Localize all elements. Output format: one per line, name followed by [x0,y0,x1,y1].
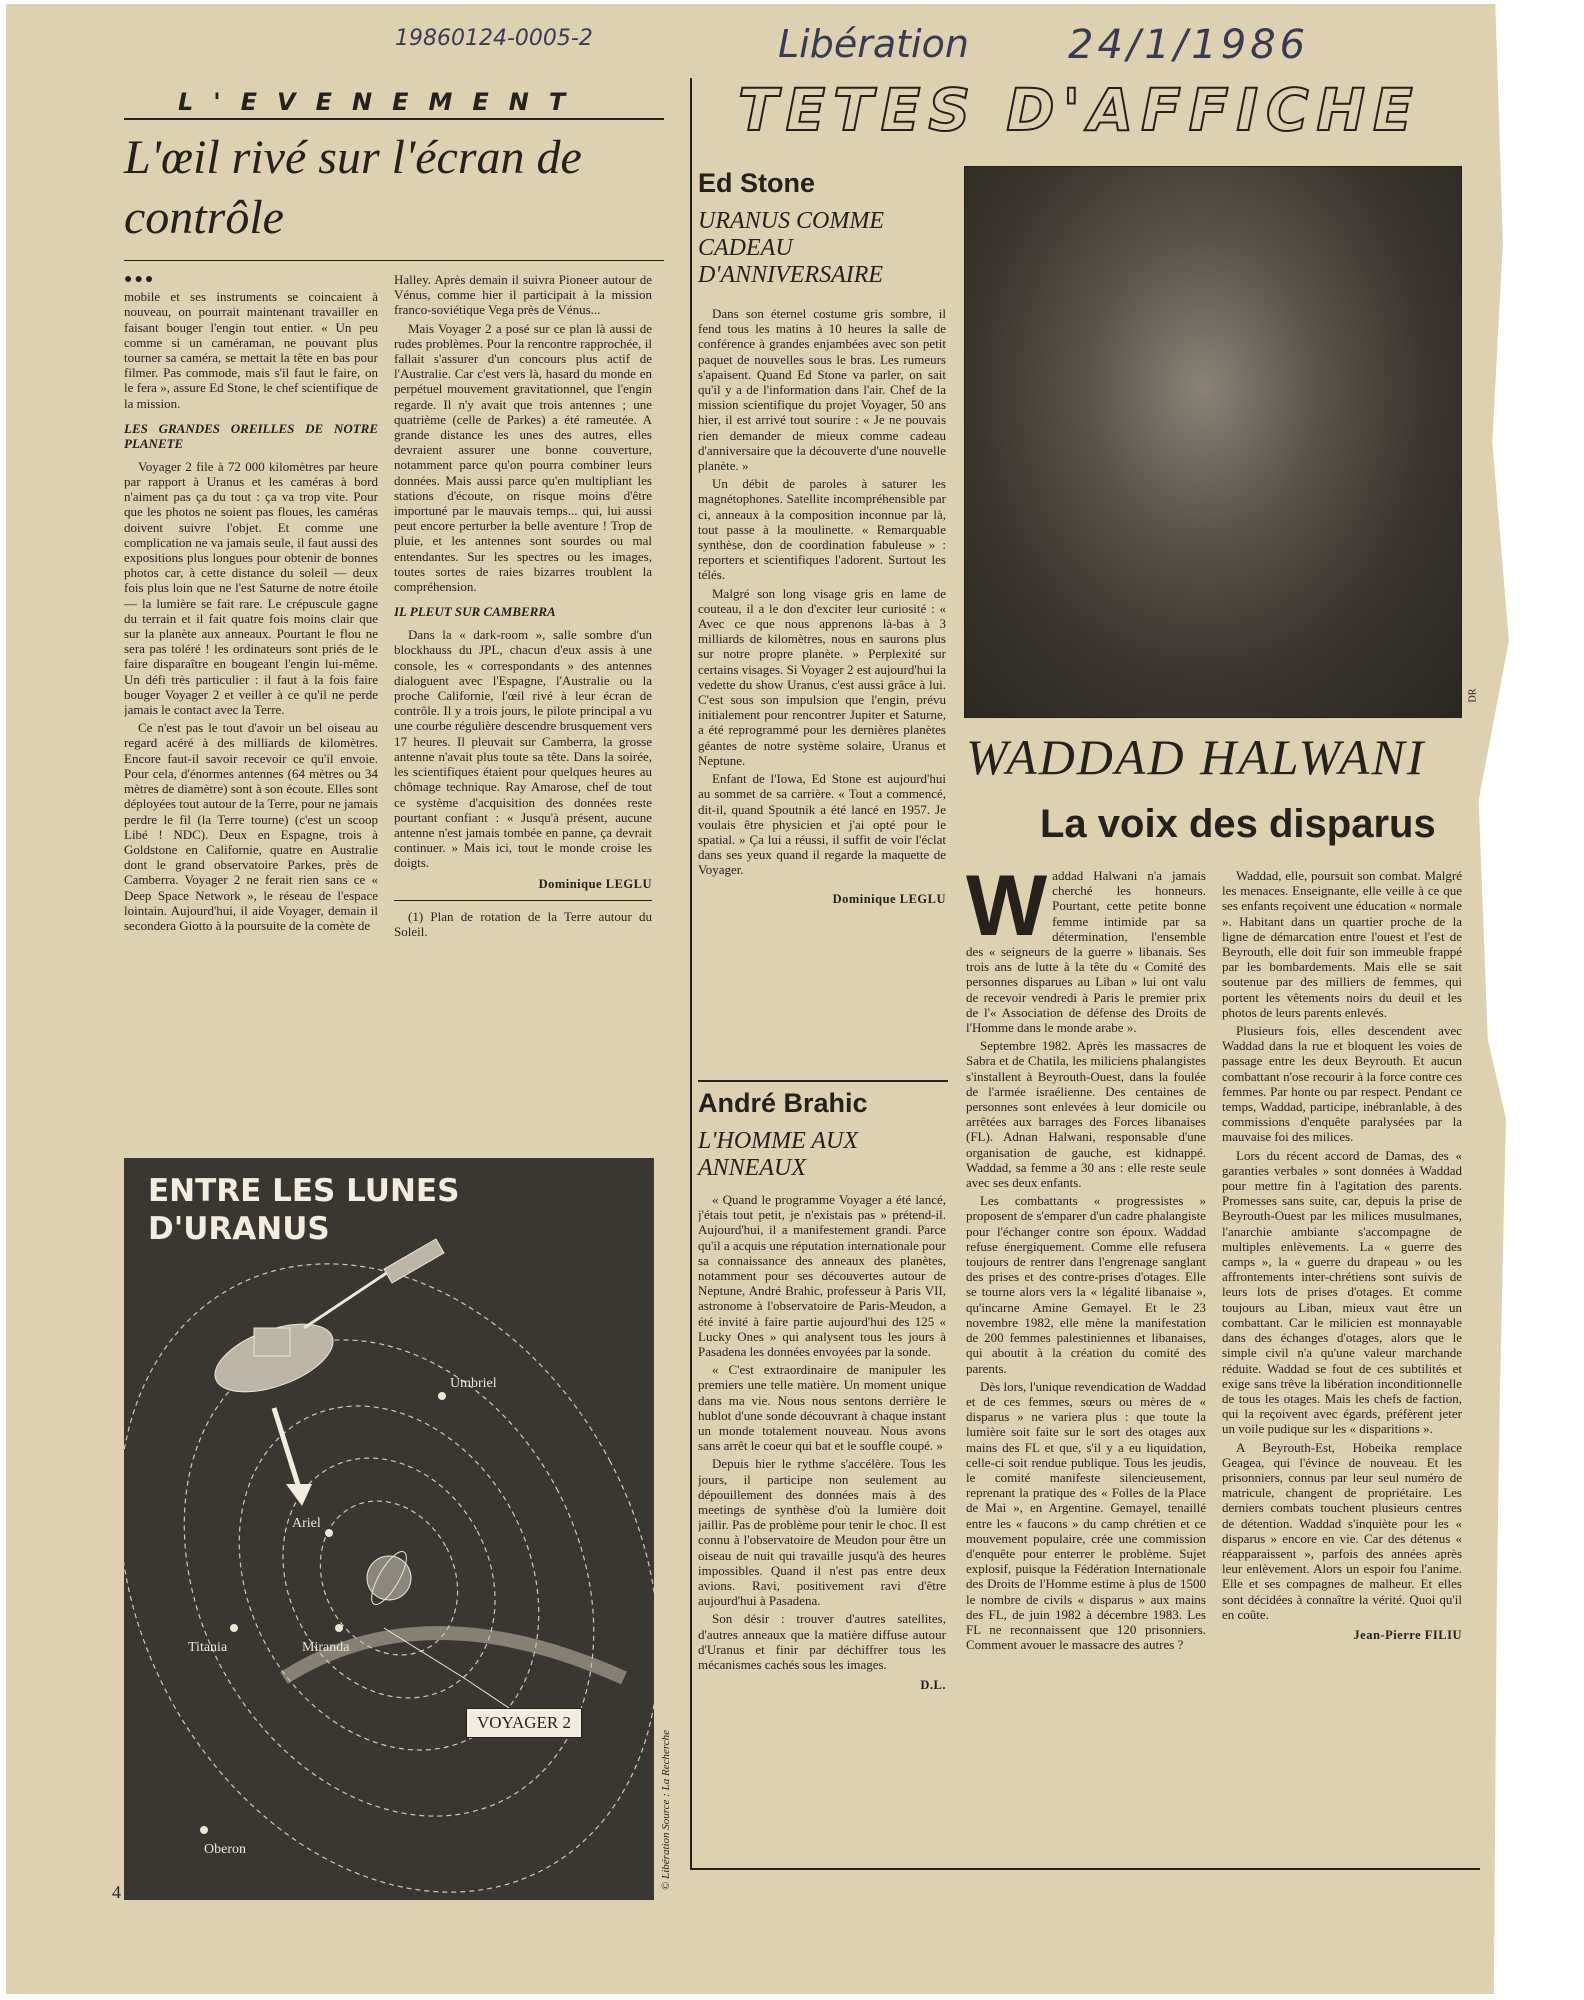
paragraph: Les combattants « progressistes » proposent de s'emparer d'un cadre phalangiste pour l'échanger contre son époux. Waddad refuse énergiquement. Comme elle refusera toujours de rentrer dans l'engrenage sanglant des prises et des contre-prises d'otages. Elle se tourne alors vers la « légalité libanaise », qu'incarne Amine Gemayel. Et le 23 novembre 1982, elle mène la manifestation de 200 femmes palestiniennes et libanaises, qui aboutit à la création du comité des parents. [966,1193,1206,1376]
kicker-stone: URANUS COMME CADEAU D'ANNIVERSAIRE [698,208,884,288]
paragraph: addad Halwani n'a jamais cherché les honneurs. Pourtant, cette petite bonne femme intimide par sa détermination, l'ensemble des « seigneurs de la guerre » libanais. Ses trois ans de lutte à la tête du « Comité des personnes disparues au Liban » lui ont valu de recevoir vendredi à Paris le premier prix de l'« Association de défense des Droits de l'Homme dans le monde arabe ». [966,868,1206,1036]
byline-stone: Dominique LEGLU [832,891,946,906]
section-label-evenement: L'EVENEMENT [178,88,586,116]
moon-ariel [325,1529,333,1537]
brahic-column [698,1192,946,1862]
paragraph: Ce n'est pas le tout d'avoir un bel oiseau au regard acéré à des milliards de kilomètres. Encore faut-il savoir recevoir ce qu'il envoie. Pour cela, d'énormes antennes (64 mètres ou 34 mètres de diamètre) sont à son écoute. Elles sont déployées tout autour de la Terre, pour ne jamais perdre le fil (la Terre tourne) (c'est un scoop Libé ! NDC). Deux en Espagne, trois à Goldstone en Californie, quatre en Australie dont le grand observatoire Parkes, près de Camberra. Voyager 2 ne ferait rien sans ce « Deep Space Network », le réseau de l'espace lointain. Aujourd'hui, il aide Voyager, demain il secondera Giotto à la poursuite de la comète de [124,720,378,933]
paragraph: A Beyrouth-Est, Hobeika remplace Geagea, qui l'évince de nouveau. Et les prisonniers, connus par leur seul numéro de matricule, changent de propriétaire. Les derniers combats touchent plusieurs centres de détention. Waddad s'inquiète pour les « disparus » encore en vie. Car des détenus « réapparaissent », parfois des années après leur enlèvement. Alors un espoir fou l'anime. Elle et ses compagnes de malheur. Et elles sont décidées à connaître la vérité. Quoi qu'il en coûte. [1222,1439,1462,1622]
paragraph: Halley. Après demain il suivra Pioneer autour de Vénus, comme hier il participait à la mission franco-soviétique Vega près de Vénus... [394,272,652,318]
subheading-oreilles: LES GRANDES OREILLES DE NOTRE PLANETE [124,420,378,451]
paragraph: Depuis hier le rythme s'accélère. Tous les jours, il participe non seulement au dépouillement des données mais à des meetings de synthèse d'où la lumière doit jaillir. Pas de problème pour tenir le choc. Il est connu à l'observatoire de Meudon pour être un oiseau de nuit qui travaille jusqu'à des heures impossibles. Quand il n'est pas entre deux avions. Ravi, positivement ravi d'être aujourd'hui à Pasadena. [698,1456,946,1609]
byline-brahic: D.L. [920,1678,946,1693]
label-titania: Titania [188,1640,228,1655]
footnote: (1) Plan de rotation de la Terre autour du Soleil. [394,908,652,939]
name-waddad-halwani: WADDAD HALWANI [966,729,1426,785]
paragraph: Mais Voyager 2 a posé sur ce plan là aussi de rudes problèmes. Pour la rencontre rapprochée, il fallait s'assurer d'un concours plus actif de l'Australie. Car c'est vers là, hasard du monde en perpétuel mouvement gravitationnel, que l'engin regarde. Il n'y avait que trois antennes ; une quatrième (celle de Parkes) a été rameutée. A grande distance les unes des autres, elles devraient assurer une bonne couverture, notamment parce qu'on pourra combiner leurs données. Mais aussi parce qu'en multipliant les stations d'écoute, on risque moins d'être importuné par le mauvais temps... qui, lui aussi peut encore perturber la belle aventure ! Trop de pluie, et les antennes sont sourdes ou mal entendantes. Sur les spectres ou les images, toutes sortes de raies bizarres troublent la compréhension. [394,320,652,595]
paragraph: Malgré son long visage gris en lame de couteau, il a le don d'exciter leur curiosité : « Avec ce que nous apprenons là-bas à 3 milliards de kilomètres, nous en saurons plus sur notre propre planète. » Perplexité sur certains visages. Si Voyager 2 est aujourd'hui la vedette du show Uranus, c'est aussi grâce à lui. C'est sous son impulsion que l'engin, prévu initialement pour rencontrer Jupiter et Saturne, a été reprogrammé pour les dernières planètes géantes de notre système solaire, Uranus et Neptune. [698,585,946,768]
stone-brahic-rule [698,1080,948,1082]
paragraph: Waddad, elle, poursuit son combat. Malgré les menaces. Enseignante, elle veille à ce que ses enfants reçoivent une éducation « normale ». Habitant dans un quartier proche de la ligne de démarcation entre l'ouest et l'est de Beyrouth, elle doit fuir son immeuble frappé par les bombardements. Mais elle se sait soutenue par des milliers de femmes, qui portent les vêtements noirs du deuil et les photos de leurs parents enlevés. [1222,868,1462,1020]
paragraph: Dans son éternel costume gris sombre, il fend tous les matins à 10 heures la salle de conférence à grandes enjambées avec son petit paquet de nouvelles sous le bras. Les rumeurs s'apaisent. Quand Ed Stone va parler, on sait qu'il y a de l'information dans l'air. Chef de la mission scientifique du projet Voyager, 50 ans hier, il est arrivé tout sourire : « Je ne pouvais rien demander de mieux comme cadeau d'anniversaire que la découverte d'une nouvelle planète. » [698,306,946,474]
label-oberon: Oberon [204,1842,246,1857]
date-handwritten: 24/1/1986 [1068,22,1310,68]
moon-titania [230,1624,238,1632]
paragraph: « C'est extraordinaire de manipuler les premiers une telle matière. Un moment unique dans ma vie. Nous nous sentons derrière le hublot d'une sonde découvrant à chaque instant un monde totalement nouveau. Nous avons sans arrêt le coeur qui bat et le souffle coupé. » [698,1362,946,1454]
paragraph: Plusieurs fois, elles descendent avec Waddad dans la rue et bloquent les voies de passage entre les deux Beyrouth. Et aucun combattant n'ose recourir à la force contre ces femmes. Par honte ou par respect. Pendant ce temps, Waddad, participe, inébranlable, à des commissions d'enquête paralysées par la mauvaise foi des milices. [1222,1023,1462,1145]
source-handwritten: Libération [778,22,969,66]
moon-umbriel [438,1392,446,1400]
photo-credit: DR [1467,688,1479,703]
bullets: ●●● [124,272,156,287]
section-rule [124,118,664,120]
portrait-photo-halwani [964,166,1462,718]
footnote-rule [394,900,652,901]
label-umbriel: Umbriel [450,1376,497,1391]
label-ariel: Ariel [292,1516,321,1531]
paragraph: Voyager 2 file à 72 000 kilomètres par heure par rapport à Uranus et les caméras à bord n'aiment pas ça du tout : ça va trop vite. Pour que les photos ne soient pas floues, les caméras doivent suivre l'objet. Et comme une complication ne va jamais seule, il faut aussi des expositions plus longues pour obtenir de bonnes photos car, à cette distance du soleil — deux fois plus loin que ne l'est Saturne de notre étoile — la lumière se fait rare. Le crépuscule gagne du terrain et il fait quatre fois moins clair que sur la planète aux anneaux. Pourtant le flou ne sera pas toléré ! les ordinateurs sont priés de le faire disparaître en bougeant l'engin lui-même. Un défi très particulier : il faut à la fois faire bouger Voyager 2 et veiller à ce qu'il ne perde jamais le contact avec la Terre. [124,458,378,718]
dropcap: W [966,868,1048,954]
section-label-tetes: TETES D'AFFICHE [738,76,1421,144]
name-ed-stone: Ed Stone [698,168,816,198]
paragraph: Lors du récent accord de Damas, des « garanties verbales » sont données à Waddad pour mettre fin à l'agitation des parents. Promesses sans suite, car, depuis la prise de Beyrouth-Ouest par les milices musulmanes, l'anarchie ambiante s'accompagne de multiples enlèvements. La « guerre des camps », la « guerre du drapeau » ou les affrontements inter-chrétiens sont suivis de leurs lots de prises d'otages. Et comme toujours au Liban, mieux vaut être un combattant. Car le milicien est monnayable dans des échanges d'otages, alors que le simple civil n'a qu'une valeur marchande réduite. Waddad se fout de ces subtilités et exige sans trêve la libération inconditionnelle de tous les otages. Mais les chefs de faction, qui la reçoivent avec égards, préfèrent jeter un voile pudique sur les « disparitions ». [1222,1147,1462,1437]
uranus-planet [367,1556,411,1600]
paragraph: Enfant de l'Iowa, Ed Stone est aujourd'hui au sommet de sa carrière. « Tout a commencé, dit-il, quand Spoutnik a été lancé en 1957. Je voulais être physicien et j'ai opté pour le spatial. » Ça lui a réussi, il suffit de voir l'éclat dans ses yeux quand il regarde la maquette de Voyager. [698,771,946,878]
probe-trajectory-arrow [274,1408,299,1488]
headline-halwani: La voix des disparus [1040,802,1436,846]
orbits-drawing [124,1158,654,1900]
page-number: 4 [112,1882,121,1902]
paragraph: Son désir : trouver d'autres satellites, d'autres anneaux que la matière diffuse autour d'Uranus et finir par déchiffrer tous les mécanismes cachés sous les images. [698,1611,946,1673]
label-miranda: Miranda [302,1640,350,1655]
diagram-title-line1: ENTRE LES LUNES [148,1173,460,1209]
halwani-column-1 [966,868,1206,1866]
label-voyager2: VOYAGER 2 [466,1708,582,1738]
paragraph: mobile et ses instruments se coincaient à nouveau, on pourrait maintenant travailler en faisant bouger l'engin tout entier. « Un peu comme si un caméraman, ne pouvant plus tourner sa caméra, se mettait la tête en bas pour filmer. Pas commode, mais s'il faut le faire, on le fera », assure Ed Stone, le chef scientifique de la mission. [124,289,378,411]
paragraph: Dès lors, l'unique revendication de Waddad et de ces femmes, sœurs ou mères de « disparus » ne variera plus : que toute la lumière soit faite sur le sort des otages aux mains des FL et que, s'il y a eu liquidation, celle-ci soit rendue publique. Tous les jeudis, le comité manifeste silencieusement, reprenant la pratique des « Folles de la Place de Mai », en Argentine. Gemayel, tenaillé entre les « faucons » du camp chrétien et ce mouvement populaire, crée une commission d'enquête pour enterrer le problème. Sujet explosif, puisque la Fédération Internationale des Droits de l'Homme estime à plus de 1500 le nombre de civils « disparus » aux mains des FL, de juin 1982 à décembre 1983. Les FL ne reconnaissent que 120 prisonniers. Comment avouer le massacre des autres ? [966,1378,1206,1653]
diagram-title-line2: D'URANUS [148,1211,330,1247]
evenement-column-1 [124,272,378,1112]
name-andre-brahic: André Brahic [698,1088,868,1118]
tetes-frame-bottom [690,1868,1480,1870]
diagram-credit: © Libération Source : La Recherche [660,1730,672,1890]
halwani-column-2 [1222,868,1462,1866]
byline-leglu: Dominique LEGLU [538,876,652,891]
kicker-brahic: L'HOMME AUX ANNEAUX [698,1128,859,1181]
headline-rule [124,260,664,261]
uranus-moons-diagram [124,1158,654,1900]
stone-column [698,306,946,1066]
paragraph: Septembre 1982. Après les massacres de Sabra et de Chatila, les miliciens phalangistes s'installent à Beyrouth-Ouest, dans la foulée de l'armée israélienne. Des centaines de personnes sont enlevées à leur domicile ou arrêtées aux barrages des Forces libanaises (FL). Adnan Halwani, responsable d'une organisation de gauche, est kidnappé. Waddad, sa femme a 30 ans : elle reste seule avec ses deux enfants. [966,1038,1206,1191]
archive-reference: 19860124-0005-2 [395,26,593,51]
tetes-frame-left [690,78,692,1868]
paragraph: « Quand le programme Voyager a été lancé, j'étais tout petit, je n'existais pas » prétend-il. Aujourd'hui, il a manifestement grandi. Parce qu'il a acquis une réputation internationale pour sa connaissance des anneaux des planètes, notamment pour ses découvertes autour de Neptune, André Brahic, professeur à Paris VII, astronome à l'observatoire de Paris-Meudon, a été invité à faire partie aujourd'hui des 125 « Lucky Ones » qui analysent tous les jours à Pasadena les données envoyées par la sonde. [698,1192,946,1360]
evenement-column-2 [394,272,652,1172]
byline-filiu: Jean-Pierre FILIU [1353,1627,1462,1642]
subheading-camberra: IL PLEUT SUR CAMBERRA [394,604,556,620]
headline-evenement: L'œil rivé sur l'écran de contrôle [124,131,582,244]
orbit-oberon [124,1169,654,1900]
moon-miranda [335,1624,343,1632]
moon-oberon [200,1826,208,1834]
paragraph: Dans la « dark-room », salle sombre d'un blockhauss du JPL, chacun d'eux assis à une console, les « correspondants » des antennes dialoguent avec l'Espagne, l'Australie ou la proche Californie, l'œil rivé à leur écran de contrôle. Il y a trois jours, le pilote principal a vu une courbe régulière descendre brusquement vers 17 heures. Il pleuvait sur Camberra, la grosse antenne n'avait plus toute sa tête. Dans la soirée, les scientifiques étaient pour quelques heures au chômage technique. Ray Amarose, chef de tout ce système d'acquisition des données reste pourtant confiant : « Jusqu'à présent, aucune antenne n'est jamais tombée en panne, ça devrait continuer. » Mais ici, tout le monde croise les doigts. [394,627,652,871]
paragraph: Un débit de paroles à saturer les magnétophones. Satellite incompréhensible par ci, anneaux à la composition inconnue par là, tout passe à la moulinette. « Remarquable synthèse, don de coordination fabuleuse » : reporters et scientifiques l'adorent. Surtout les télés. [698,476,946,583]
